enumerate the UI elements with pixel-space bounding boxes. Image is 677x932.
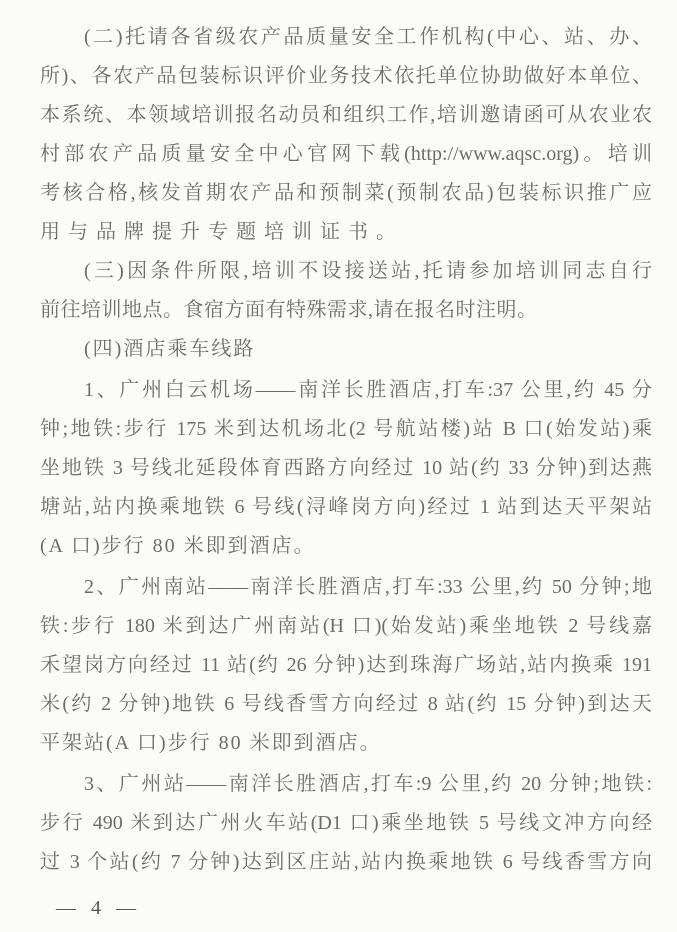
text-line: 用与品牌提升专题培训证书。 xyxy=(40,221,404,243)
page-number: — 4 — xyxy=(56,897,137,919)
text-line: 平架站(A 口)步行 80 米即到酒店。 xyxy=(40,732,382,754)
text-line: 所)、各农产品包装标识评价业务技术依托单位协助做好本单位、 xyxy=(40,65,652,87)
text-line: 本系统、本领域培训报名动员和组织工作,培训邀请函可从农业农 xyxy=(40,104,652,126)
text-line: 铁:步行 180 米到达广州南站(H 口)(始发站)乘坐地铁 2 号线嘉 xyxy=(40,615,652,637)
document-body xyxy=(40,18,652,882)
text-line: (四)酒店乘车线路 xyxy=(84,338,256,360)
text-line: 钟;地铁:步行 175 米到达机场北(2 号航站楼)站 B 口(始发站)乘 xyxy=(40,418,652,440)
text-line: 前往培训地点。食宿方面有特殊需求,请在报名时注明。 xyxy=(40,299,538,321)
text-line: 1、广州白云机场——南洋长胜酒店,打车:37 公里,约 45 分 xyxy=(84,379,652,401)
text-line: 3、广州站——南洋长胜酒店,打车:9 公里,约 20 分钟;地铁: xyxy=(84,773,652,795)
text-line: 考核合格,核发首期农产品和预制菜(预制农品)包装标识推广应 xyxy=(40,182,652,204)
text-line: 禾望岗方向经过 11 站(约 26 分钟)达到珠海广场站,站内换乘 191 xyxy=(40,654,652,676)
text-line: 步行 490 米到达广州火车站(D1 口)乘坐地铁 5 号线文冲方向经 xyxy=(40,812,652,834)
text-line: 坐地铁 3 号线北延段体育西路方向经过 10 站(约 33 分钟)到达燕 xyxy=(40,457,652,479)
text-line: 塘站,站内换乘地铁 6 号线(浔峰岗方向)经过 1 站到达天平架站 xyxy=(40,496,652,518)
text-line: 过 3 个站(约 7 分钟)达到区庄站,站内换乘地铁 6 号线香雪方向 xyxy=(40,851,652,873)
text-line: (二)托请各省级农产品质量安全工作机构(中心、站、办、 xyxy=(84,26,652,48)
text-line: 村部农产品质量安全中心官网下载(http://www.aqsc.org)。培训 xyxy=(40,143,652,165)
text-line: 2、广州南站——南洋长胜酒店,打车:33 公里,约 50 分钟;地 xyxy=(84,576,652,598)
text-line: (三)因条件所限,培训不设接送站,托请参加培训同志自行 xyxy=(84,260,652,282)
text-line: (A 口)步行 80 米即到酒店。 xyxy=(40,535,316,557)
text-line: 米(约 2 分钟)地铁 6 号线香雪方向经过 8 站(约 15 分钟)到达天 xyxy=(40,693,652,715)
